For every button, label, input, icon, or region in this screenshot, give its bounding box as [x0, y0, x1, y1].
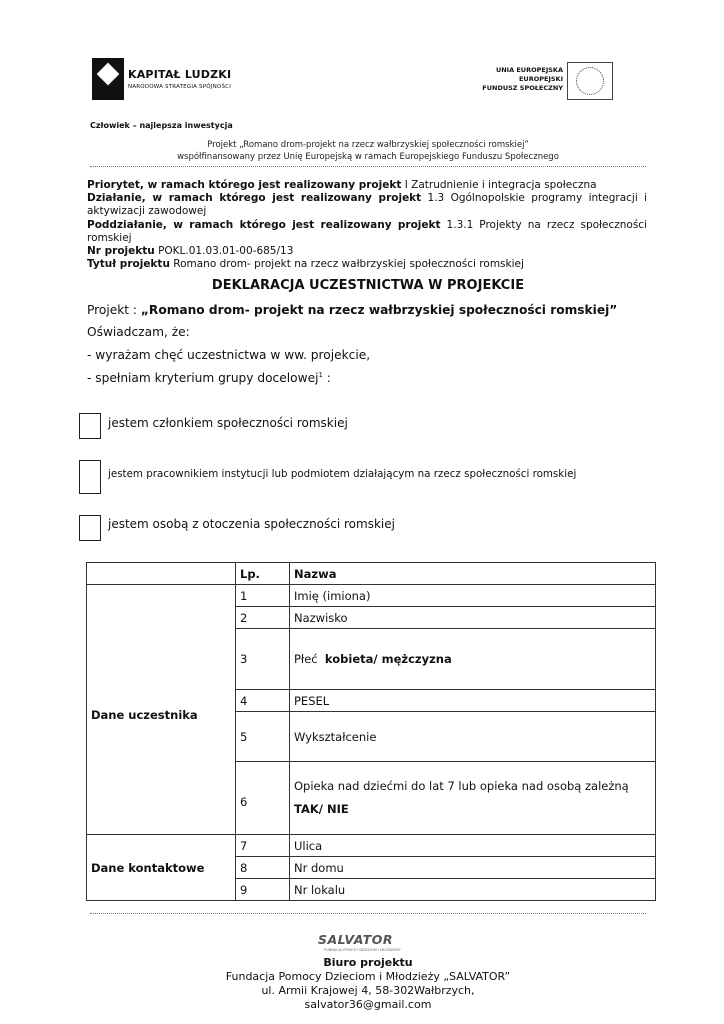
project-info: [87, 179, 647, 271]
eu-flag-icon: [567, 62, 613, 100]
row-lp: 6: [236, 762, 290, 835]
subaction-value: 1.3.1 Projekty na rzecz społeczności romskiej: [87, 218, 648, 244]
row-field[interactable]: Wykształcenie: [290, 712, 656, 762]
title-line: [87, 258, 647, 271]
col-lp-header: Lp.: [236, 563, 290, 585]
row-lp: 5: [236, 712, 290, 762]
subaction-label: Poddziałanie, w ramach którego jest realizowany projekt: [87, 218, 441, 231]
divider-bottom: [90, 913, 646, 914]
eu-logo: [473, 60, 615, 104]
salvator-logo: [318, 930, 404, 956]
title-value: Romano drom- projekt na rzecz wałbrzyskiej społeczności romskiej: [169, 258, 524, 271]
email[interactable]: salvator36@gmail.com: [304, 998, 432, 1011]
eu-line3: FUNDUSZ SPOŁECZNY: [482, 84, 563, 92]
point2: - spełniam kryterium grupy docelowej: [87, 371, 319, 386]
address: ul. Armii Krajowej 4, 58-302Wałbrzych,: [261, 984, 475, 997]
point2-line: [87, 371, 331, 385]
option-roma-member: jestem członkiem społeczności romskiej: [108, 416, 348, 430]
action-line: [87, 192, 647, 218]
number-value: POKL.01.03.01-00-685/13: [154, 245, 294, 258]
point1: - wyrażam chęć uczestnictwa w ww. projekcie,: [87, 348, 371, 362]
foundation-name: Fundacja Pomocy Dzieciom i Młodzieży „SALVATOR”: [225, 970, 511, 983]
row-field[interactable]: [290, 629, 656, 690]
subaction-line: [87, 219, 647, 245]
row-lp: 1: [236, 585, 290, 607]
checkbox-roma-environment[interactable]: [79, 515, 101, 541]
project-header: [90, 139, 646, 163]
section-contact: Dane kontaktowe: [87, 835, 236, 901]
divider-top: [90, 166, 646, 167]
office-label: Biuro projektu: [323, 956, 413, 969]
number-line: [87, 245, 647, 258]
section-participant: Dane uczestnika: [87, 585, 236, 835]
title-label: Tytuł projektu: [87, 258, 170, 271]
option-institution-worker: jestem pracownikiem instytucji lub podmiotem działającym na rzecz społeczności romskiej: [108, 468, 577, 480]
footnote-mark: 1: [318, 371, 323, 379]
col-name-header: Nazwa: [290, 563, 656, 585]
kapital-ludzki-logo: [92, 58, 252, 106]
declaration-title: DEKLARACJA UCZESTNICTWA W PROJEKCIE: [211, 278, 525, 293]
row-field[interactable]: Nazwisko: [290, 607, 656, 629]
header-empty-cell: [87, 563, 236, 585]
care-options[interactable]: TAK/ NIE: [294, 802, 349, 816]
action-value: 1.3 Ogólnopolskie programy integracji i aktywizacji zawodowej: [87, 192, 648, 218]
footer: [90, 956, 646, 1012]
project-line1: Projekt „Romano drom-projekt na rzecz wałbrzyskiej społeczności romskiej”: [207, 140, 529, 150]
point2-end: :: [322, 371, 331, 386]
statement: Oświadczam, że:: [87, 325, 190, 339]
row-field[interactable]: Nr domu: [290, 857, 656, 879]
project-name-line: [87, 303, 617, 317]
row-field[interactable]: Ulica: [290, 835, 656, 857]
table-header-row: [87, 563, 656, 585]
priority-line: [87, 179, 647, 192]
kl-title: KAPITAŁ LUDZKI: [128, 68, 232, 81]
kapital-ludzki-emblem-icon: [92, 58, 124, 100]
action-label: Działanie, w ramach którego jest realizowany projekt: [87, 192, 422, 205]
project-line2: współfinansowany przez Unię Europejską w ramach Europejskiego Funduszu Społecznego: [177, 152, 559, 162]
kl-subtitle: NARODOWA STRATEGIA SPÓJNOŚCI: [128, 84, 232, 90]
row-lp: 3: [236, 629, 290, 690]
row-lp: 8: [236, 857, 290, 879]
row-lp: 7: [236, 835, 290, 857]
option-roma-environment: jestem osobą z otoczenia społeczności romskiej: [108, 517, 395, 531]
table-row: [87, 835, 656, 857]
row-field[interactable]: Nr lokalu: [290, 879, 656, 901]
priority-value: I Zatrudnienie i integracja społeczna: [401, 179, 597, 191]
number-label: Nr projektu: [87, 245, 155, 258]
project-name: „Romano drom- projekt na rzecz wałbrzyskiej społeczności romskiej”: [140, 303, 618, 317]
eu-text: [482, 66, 563, 93]
checkbox-institution-worker[interactable]: [79, 460, 101, 494]
care-label: Opieka nad dziećmi do lat 7 lub opieka nad osobą zależną: [294, 779, 629, 793]
eu-stars-icon: [576, 67, 604, 95]
salvator-logo-word: SALVATOR: [318, 932, 394, 947]
motto: Człowiek – najlepsza inwestycja: [90, 121, 233, 130]
table-row: [87, 585, 656, 607]
row-lp: 4: [236, 690, 290, 712]
eu-line2: EUROPEJSKI: [518, 75, 563, 83]
checkbox-roma-member[interactable]: [79, 413, 101, 439]
row-lp: 9: [236, 879, 290, 901]
row-field[interactable]: PESEL: [290, 690, 656, 712]
participant-table: [86, 562, 656, 901]
salvator-logo-tagline: FUNDACJA POMOCY DZIECIOM I MŁODZIEŻY: [324, 948, 401, 952]
gender-options[interactable]: kobieta/ mężczyzna: [324, 652, 452, 666]
gender-label: Płeć: [294, 652, 318, 666]
row-field[interactable]: [290, 762, 656, 835]
row-field[interactable]: Imię (imiona): [290, 585, 656, 607]
project-prefix: Projekt :: [87, 303, 141, 317]
priority-label: Priorytet, w ramach którego jest realizowany projekt: [87, 179, 402, 191]
row-lp: 2: [236, 607, 290, 629]
eu-line1: UNIA EUROPEJSKA: [495, 66, 563, 74]
